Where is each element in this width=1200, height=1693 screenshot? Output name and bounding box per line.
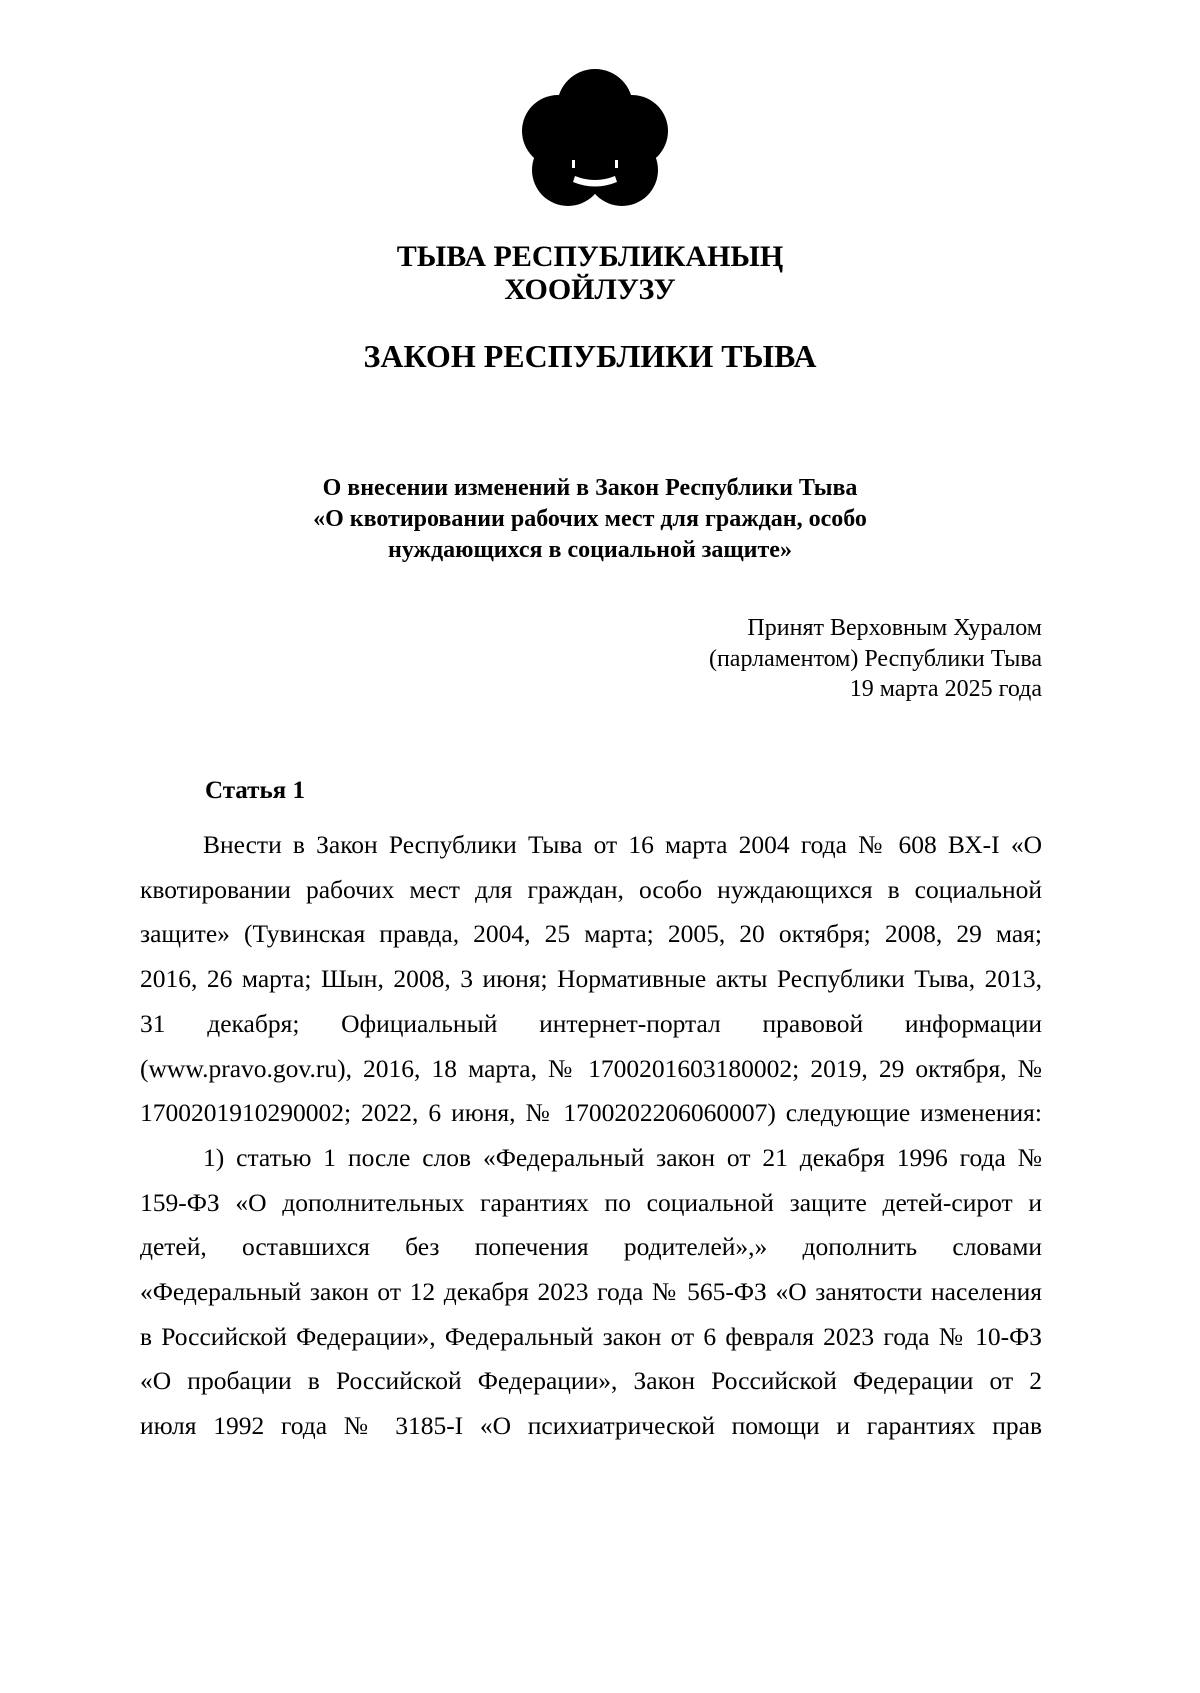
body-line: 1) статью 1 после слов «Федеральный закон от 21 декабря 1996 года № bbox=[203, 1142, 1042, 1172]
law-title: ЗАКОН РЕСПУБЛИКИ ТЫВА bbox=[363, 338, 817, 374]
body-line: 159-ФЗ «О дополнительных гарантиях по социальной защите детей-сирот и bbox=[140, 1187, 1042, 1217]
body-line: в Российской Федерации», Федеральный закон от 6 февраля 2023 года № 10-ФЗ bbox=[140, 1321, 1042, 1351]
body-line: Внести в Закон Республики Тыва от 16 марта 2004 года № 608 ВХ-I «О bbox=[203, 830, 1042, 859]
article-heading: Статья 1 bbox=[205, 777, 305, 804]
body-line: 1700201910290002; 2022, 6 июня, № 1700202206060007) следующие изменения: bbox=[140, 1098, 1042, 1128]
body-line: детей, оставшихся без попечения родителей»,» дополнить словами bbox=[140, 1232, 1042, 1262]
document-title bbox=[0, 473, 1180, 566]
body-line: «О пробации в Российской Федерации», Закон Российской Федерации от 2 bbox=[140, 1366, 1042, 1396]
title-line: О внесении изменений в Закон Республики Тыва bbox=[322, 475, 858, 501]
header-line-1: ТЫВА РЕСПУБЛИКАНЫҢ bbox=[396, 240, 784, 273]
body-line: 2016, 26 марта; Шын, 2008, 3 июня; Нормативные акты Республики Тыва, 2013, bbox=[140, 964, 1042, 994]
adoption-line: (парламентом) Республики Тыва bbox=[708, 645, 1042, 672]
body-line: июля 1992 года № 3185-I «О психиатрической помощи и гарантиях прав bbox=[140, 1411, 1042, 1441]
article-body bbox=[140, 823, 1042, 1449]
header-line-2: ХООЙЛУЗУ bbox=[504, 273, 676, 306]
body-line: защите» (Тувинская правда, 2004, 25 марта; 2005, 20 октября; 2008, 29 мая; bbox=[140, 919, 1042, 949]
title-line: нуждающихся в социальной защите» bbox=[388, 537, 792, 563]
adoption-note bbox=[709, 613, 1042, 705]
adoption-line: Принят Верховным Хуралом bbox=[747, 615, 1042, 641]
coat-of-arms-emblem bbox=[520, 65, 670, 210]
title-line: «О квотировании рабочих мест для граждан, особо bbox=[313, 506, 867, 532]
header-tuvan bbox=[0, 240, 1180, 306]
body-line: 31 декабря; Официальный интернет-портал правовой информации bbox=[140, 1008, 1042, 1038]
body-line: «Федеральный закон от 12 декабря 2023 года № 565-ФЗ «О занятости населения bbox=[140, 1277, 1042, 1307]
adoption-line: 19 марта 2025 года bbox=[849, 676, 1042, 702]
body-line: квотировании рабочих мест для граждан, особо нуждающихся в социальной bbox=[140, 874, 1042, 904]
body-line: (www.pravo.gov.ru), 2016, 18 марта, № 1700201603180002; 2019, 29 октября, № bbox=[140, 1053, 1042, 1083]
